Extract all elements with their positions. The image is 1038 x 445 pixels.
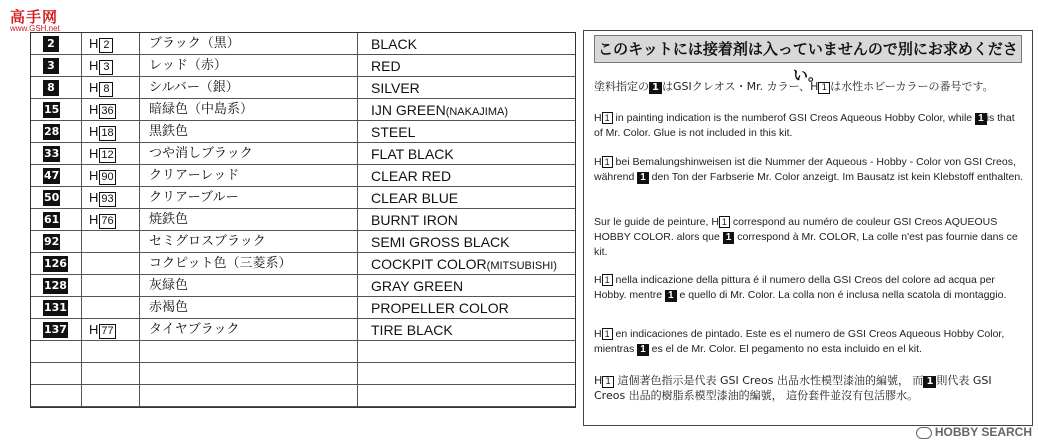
note-italian: H 1 nella indicazione della pittura é il numero della GSI Creos del colore ad acqua per Hobby. mentre 1 e quello di Mr. Color. La colla non é inclusa nella scatola di montaggio. — [594, 274, 1007, 301]
color-name-japanese: クリアーブルー — [149, 190, 239, 205]
mr-color-code: 47 — [44, 169, 60, 182]
color-name-english: COCKPIT COLOR(MITSUBISHI) — [371, 256, 557, 272]
paint-row — [31, 121, 575, 143]
notes-panel — [583, 30, 1033, 426]
color-name-japanese: つや消しブラック — [149, 146, 253, 161]
mr-color-code: 8 — [43, 80, 59, 96]
mr-color-code: 131 — [44, 301, 67, 314]
color-name-japanese: クリアーレッド — [149, 168, 240, 183]
note-german: H 1 bei Bemalungshinweisen ist die Nummer der Aqueous - Hobby - Color von GSI Creos, während 1 den Ton der Farbserie Mr. Color anzeigt. Im Bausatz ist kein Klebstoff enthalten. — [594, 156, 1024, 183]
glue-notice-banner: このキットには接着剤は入っていませんので別にお求めください。 — [594, 35, 1022, 63]
paint-row — [31, 77, 575, 99]
note-japanese: 塗料指定の 1 はGSIクレオス・Mr. カラー、H 1 は水性ホビーカラーの番号です。 — [594, 80, 994, 93]
color-name-english: SILVER — [371, 80, 420, 96]
color-name-japanese: 焼鉄色 — [149, 212, 189, 227]
mr-color-code: 61 — [44, 213, 60, 226]
color-name-japanese: 灰緑色 — [149, 278, 189, 293]
mr-color-code: 15 — [44, 103, 60, 116]
color-name-japanese: レッド（赤） — [149, 58, 227, 73]
color-name-english: FLAT BLACK — [371, 146, 454, 162]
aqueous-color-code: H 2 — [89, 35, 113, 53]
color-name-english: IJN GREEN(NAKAJIMA) — [371, 102, 509, 118]
color-name-english: BLACK — [371, 36, 417, 52]
mr-color-code: 2 — [43, 36, 59, 52]
note-english: H 1 in painting indication is the numberof GSI Creos Aqueous Hobby Color, while 1 is that of Mr. Color. Glue is not included in this kit. — [594, 112, 1015, 139]
color-name-japanese: コクピット色（三菱系） — [149, 256, 292, 271]
paint-row — [31, 33, 575, 55]
hobby-search-logo-icon — [916, 427, 932, 439]
color-name-japanese: ブラック（黒） — [149, 36, 240, 51]
site-logo-brand: 高手网 — [10, 8, 59, 26]
aqueous-color-code: H 36 — [89, 102, 114, 117]
paint-row — [31, 55, 575, 77]
note-chinese: H 1 這個著色指示是代表 GSI Creos 出品水性模型漆油的編號， 而 1 則代表 GSI Creos 出品的樹脂系模型漆油的編號， 這份套件並沒有包活膠水。 — [594, 374, 992, 402]
note-spanish: H 1 en indicaciones de pintado. Este es el numero de GSI Creos Aqueous Hobby Color, mientras 1 es el de Mr. Color. El pegamento no esta incluido en el kit. — [594, 328, 1005, 355]
color-name-japanese: シルバー（銀） — [149, 80, 239, 95]
mr-color-code: 137 — [44, 323, 67, 336]
aqueous-color-code: H 8 — [89, 79, 113, 97]
color-name-japanese: セミグロスブラック — [149, 234, 266, 249]
paint-row — [31, 187, 575, 209]
color-name-english: GRAY GREEN — [371, 278, 464, 294]
site-logo — [4, 4, 84, 34]
mr-color-code: 126 — [44, 257, 67, 270]
paint-row — [31, 275, 575, 297]
paint-row — [31, 341, 575, 363]
mr-color-code: 92 — [44, 235, 60, 248]
mr-color-code: 3 — [43, 58, 59, 74]
hobby-search-watermark: HOBBY SEARCH — [916, 425, 1032, 439]
paint-row — [31, 209, 575, 231]
color-name-english: RED — [371, 58, 401, 74]
color-name-japanese: 暗緑色（中島系） — [149, 102, 254, 117]
aqueous-color-code: H 76 — [89, 212, 114, 227]
color-name-english: TIRE BLACK — [371, 322, 453, 338]
paint-row — [31, 253, 575, 275]
mr-color-code: 128 — [44, 279, 67, 292]
paint-row — [31, 143, 575, 165]
color-name-english: SEMI GROSS BLACK — [371, 234, 510, 250]
color-name-english: STEEL — [371, 124, 416, 140]
aqueous-color-code: H 90 — [89, 168, 114, 183]
note-french: Sur le guide de peinture, H 1 correspond au numéro de couleur GSI Creos AQUEOUS HOBBY COLOR. alors que 1 correspond à Mr. COLOR, La colle n'est pas fournie dans ce kit. — [594, 216, 1018, 258]
paint-row — [31, 319, 575, 341]
aqueous-color-code: H 93 — [89, 190, 114, 205]
color-name-english: PROPELLER COLOR — [371, 300, 509, 316]
color-name-english: BURNT IRON — [371, 212, 458, 228]
paint-table — [30, 32, 576, 408]
aqueous-color-code: H 12 — [89, 146, 114, 161]
paint-row — [31, 231, 575, 253]
aqueous-color-code: H 3 — [89, 57, 113, 75]
paint-row — [31, 165, 575, 187]
color-name-japanese: 黒鉄色 — [149, 124, 189, 139]
paint-row — [31, 297, 575, 319]
mr-color-code: 50 — [44, 191, 60, 204]
aqueous-color-code: H 18 — [89, 124, 114, 139]
site-logo-sub: www.GSH.net — [10, 24, 60, 33]
mr-color-code: 33 — [44, 147, 60, 160]
paint-row — [31, 363, 575, 385]
aqueous-color-code: H 77 — [89, 322, 114, 337]
color-name-japanese: 赤褐色 — [149, 300, 189, 315]
color-name-japanese: タイヤブラック — [149, 322, 240, 337]
color-name-english: CLEAR BLUE — [371, 190, 459, 206]
paint-row — [31, 99, 575, 121]
mr-color-code: 28 — [44, 125, 60, 138]
color-name-english: CLEAR RED — [371, 168, 452, 184]
paint-row — [31, 385, 575, 407]
